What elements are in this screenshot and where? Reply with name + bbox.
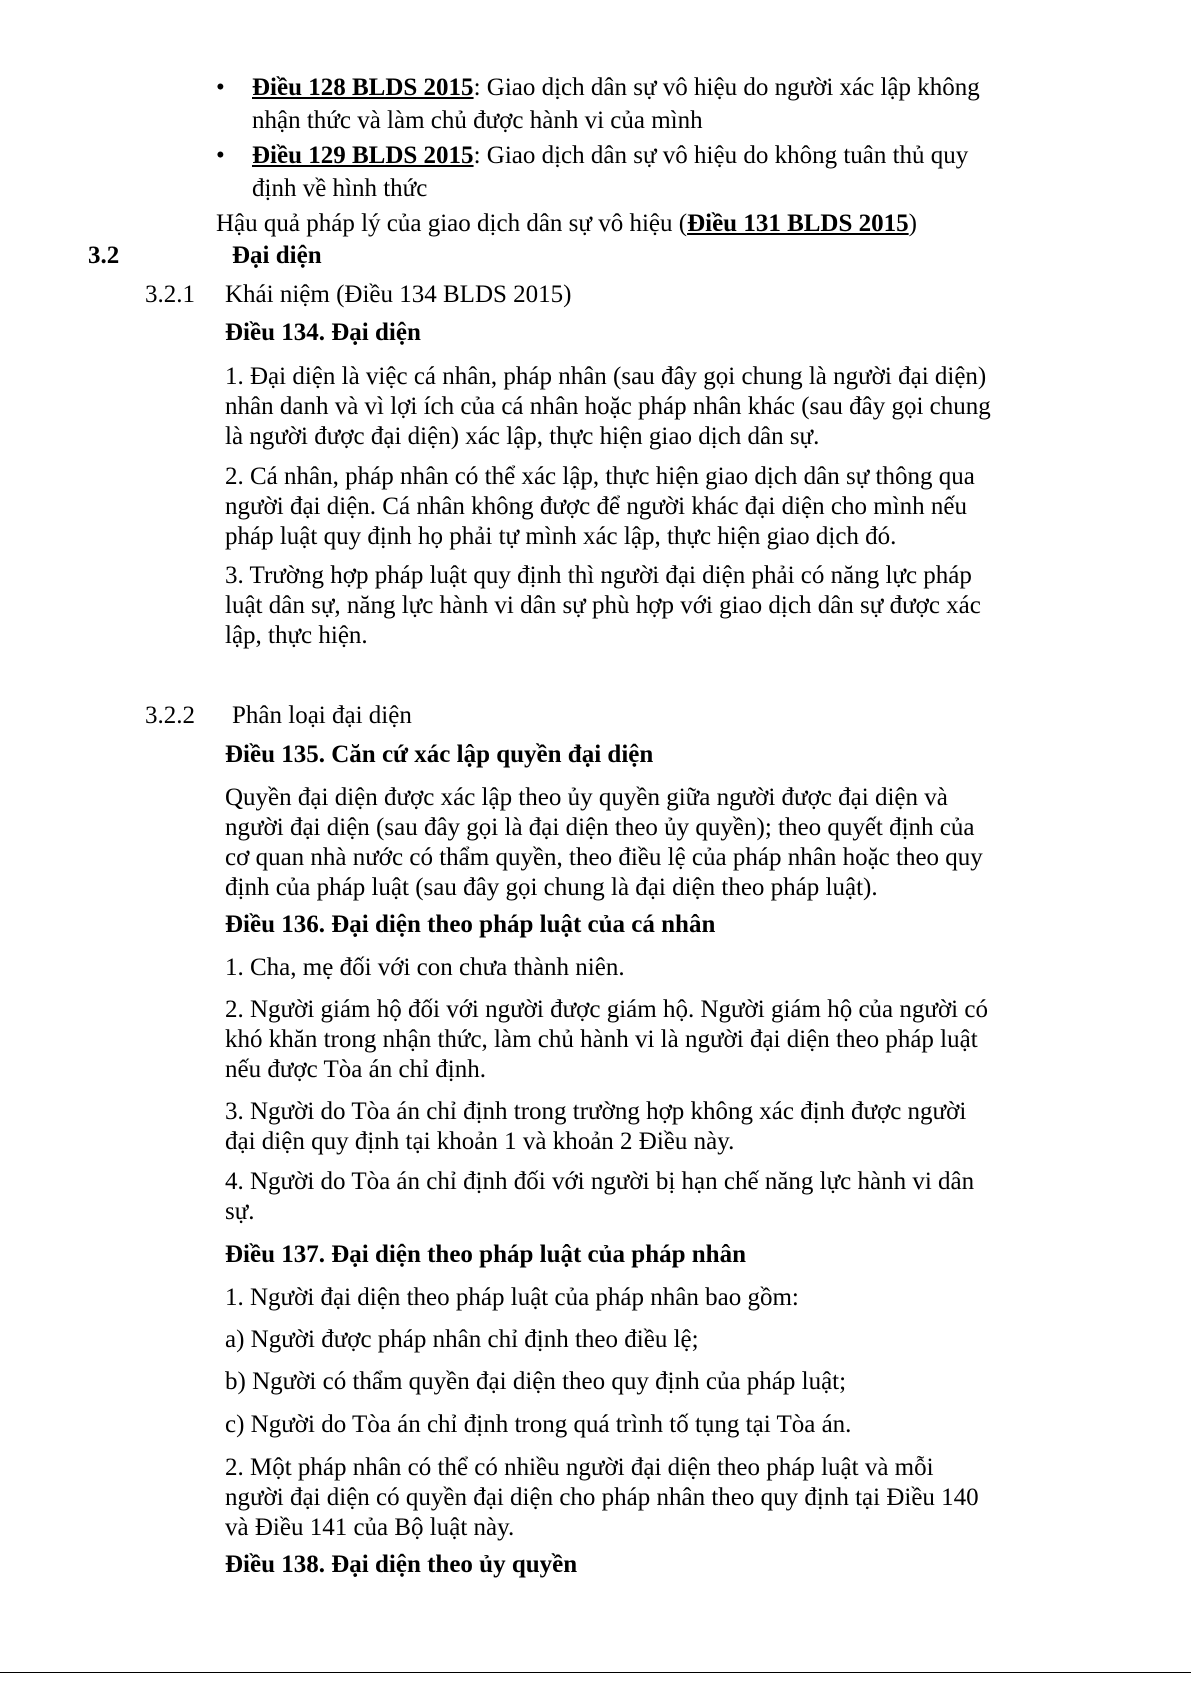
- article-paragraph: 2. Một pháp nhân có thể có nhiều người đại diện theo pháp luật và mỗi người đại diện có quyền đại diện cho pháp nhân theo quy định tại Điều 140 và Điều 141 của Bộ luật này.: [225, 1454, 979, 1541]
- article-paragraph: 1. Cha, mẹ đối với con chưa thành niên.: [225, 954, 625, 981]
- footer-divider: [0, 1672, 1191, 1673]
- article-title: Điều 134. Đại diện: [225, 319, 421, 346]
- bullet-line: Điều 129 BLDS 2015: Giao dịch dân sự vô hiệu do không tuân thủ quy: [252, 142, 969, 169]
- article-title: Điều 137. Đại diện theo pháp luật của pháp nhân: [225, 1241, 746, 1268]
- article-paragraph: b) Người có thẩm quyền đại diện theo quy định của pháp luật;: [225, 1368, 847, 1395]
- subsection-title: Phân loại đại diện: [232, 702, 412, 729]
- article-paragraph: 3. Người do Tòa án chỉ định trong trường hợp không xác định được người đại diện quy định tại khoản 1 và khoản 2 Điều này.: [225, 1098, 967, 1155]
- article-paragraph: c) Người do Tòa án chỉ định trong quá trình tố tụng tại Tòa án.: [225, 1411, 852, 1438]
- article-paragraph: 1. Người đại diện theo pháp luật của pháp nhân bao gồm:: [225, 1284, 799, 1311]
- article-paragraph: 1. Đại diện là việc cá nhân, pháp nhân (sau đây gọi chung là người đại diện) nhân danh và vì lợi ích của cá nhân hoặc pháp nhân khác (sau đây gọi chung là người được đại diện) xác lập, thực hiện giao dịch dân sự.: [225, 363, 991, 450]
- article-paragraph: 4. Người do Tòa án chỉ định đối với người bị hạn chế năng lực hành vi dân sự.: [225, 1168, 975, 1225]
- article-paragraph: 3. Trường hợp pháp luật quy định thì người đại diện phải có năng lực pháp luật dân sự, năng lực hành vi dân sự phù hợp với giao dịch dân sự được xác lập, thực hiện.: [225, 562, 981, 649]
- subsection-number: 3.2.1: [145, 281, 195, 308]
- bullet-icon: •: [216, 74, 225, 101]
- article-title: Điều 135. Căn cứ xác lập quyền đại diện: [225, 741, 654, 768]
- bullet-line: Điều 128 BLDS 2015: Giao dịch dân sự vô hiệu do người xác lập không: [252, 74, 980, 101]
- article-title: Điều 138. Đại diện theo ủy quyền: [225, 1551, 578, 1578]
- law-reference: Điều 128 BLDS 2015: [252, 74, 474, 101]
- bullet-icon: •: [216, 142, 225, 169]
- article-paragraph: a) Người được pháp nhân chỉ định theo điều lệ;: [225, 1326, 699, 1353]
- article-title: Điều 136. Đại diện theo pháp luật của cá nhân: [225, 911, 716, 938]
- article-paragraph: 2. Cá nhân, pháp nhân có thể xác lập, thực hiện giao dịch dân sự thông qua người đại diện. Cá nhân không được để người khác đại diện cho mình nếu pháp luật quy định họ phải tự mình xác lập, thực hiện giao dịch đó.: [225, 463, 975, 550]
- consequence-line: Hậu quả pháp lý của giao dịch dân sự vô hiệu (Điều 131 BLDS 2015): [216, 210, 917, 237]
- subsection-title: Khái niệm (Điều 134 BLDS 2015): [225, 281, 572, 308]
- section-title: Đại diện: [232, 242, 322, 269]
- law-reference: Điều 129 BLDS 2015: [252, 142, 474, 169]
- bullet-line: nhận thức và làm chủ được hành vi của mình: [252, 107, 703, 134]
- bullet-line: định về hình thức: [252, 175, 428, 202]
- law-reference: Điều 131 BLDS 2015: [687, 210, 909, 237]
- article-paragraph: Quyền đại diện được xác lập theo ủy quyền giữa người được đại diện và người đại diện (sau đây gọi là đại diện theo ủy quyền); theo quyết định của cơ quan nhà nước có thẩm quyền, theo điều lệ của pháp nhân hoặc theo quy định của pháp luật (sau đây gọi chung là đại diện theo pháp luật).: [225, 784, 983, 901]
- article-paragraph: 2. Người giám hộ đối với người được giám hộ. Người giám hộ của người có khó khăn trong nhận thức, làm chủ hành vi là người đại diện theo pháp luật nếu được Tòa án chỉ định.: [225, 996, 988, 1083]
- section-number: 3.2: [88, 242, 120, 269]
- subsection-number: 3.2.2: [145, 702, 195, 729]
